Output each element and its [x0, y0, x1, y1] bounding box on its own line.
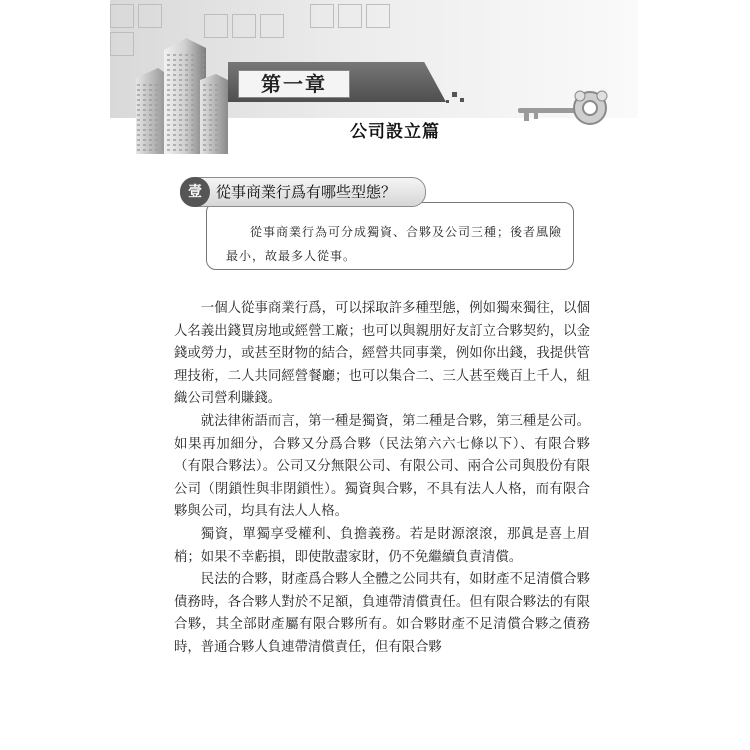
section-title: 公司設立篇: [350, 122, 440, 142]
decorative-pixel: [460, 98, 464, 102]
decorative-square: [232, 14, 256, 38]
decorative-square: [338, 4, 362, 28]
decorative-pixel: [446, 100, 449, 103]
question-title: 從事商業行爲有哪些型態？: [216, 183, 397, 201]
body-paragraph: 民法的合夥，財產爲合夥人全體之公同共有，如財產不足清償合夥債務時，各合夥人對於不足額，負連帶清償責任。但有限合夥法的有限合夥，其全部財產屬有限合夥所有。如合夥財產不足清償合夥之債務時，普通合夥人負連帶清償責任，但有限合夥: [174, 572, 590, 655]
decorative-square: [204, 14, 228, 38]
body-paragraph: 一個人從事商業行爲，可以採取許多種型態，例如獨來獨往，以個人名義出錢買房地或經營工廠；也可以與親朋好友訂立合夥契約，以金錢或勞力，或甚至財物的結合，經營共同事業，例如你出錢，我提供管理技術，二人共同經營餐廳；也可以集合二、三人甚至幾百上千人，組織公司營利賺錢。: [174, 301, 590, 407]
body-paragraph: 獨資，單獨享受權利、負擔義務。若是財源滾滾，那眞是喜上眉梢；如果不幸虧損，即使散盡家財，仍不免繼續負責清償。: [174, 526, 590, 565]
chapter-label: 第一章: [238, 70, 350, 98]
decorative-square: [138, 4, 162, 28]
decorative-square: [110, 4, 134, 28]
decorative-square: [366, 4, 390, 28]
body-text: [174, 298, 590, 660]
body-paragraph: 就法律術語而言，第一種是獨資，第二種是合夥，第三種是公司。如果再加細分，合夥又分爲合夥（民法第六六七條以下）、有限合夥（有限合夥法）。公司又分無限公司、有限公司、兩合公司與股份有限公司（閉鎖性與非閉鎖性）。獨資與合夥，不具有法人人格，而有限合夥與公司，均具有法人人格。: [174, 413, 590, 520]
question-answer: 從事商業行為可分成獨資、合夥及公司三種；後者風險最小，故最多人從事。: [226, 225, 563, 263]
decorative-pixel: [452, 92, 457, 97]
question-number-badge: 壹: [180, 177, 210, 207]
skyscrapers-icon: [130, 38, 234, 154]
book-page: [110, 0, 638, 750]
decorative-square: [260, 14, 284, 38]
decorative-square: [310, 4, 334, 28]
key-icon: [514, 84, 614, 134]
